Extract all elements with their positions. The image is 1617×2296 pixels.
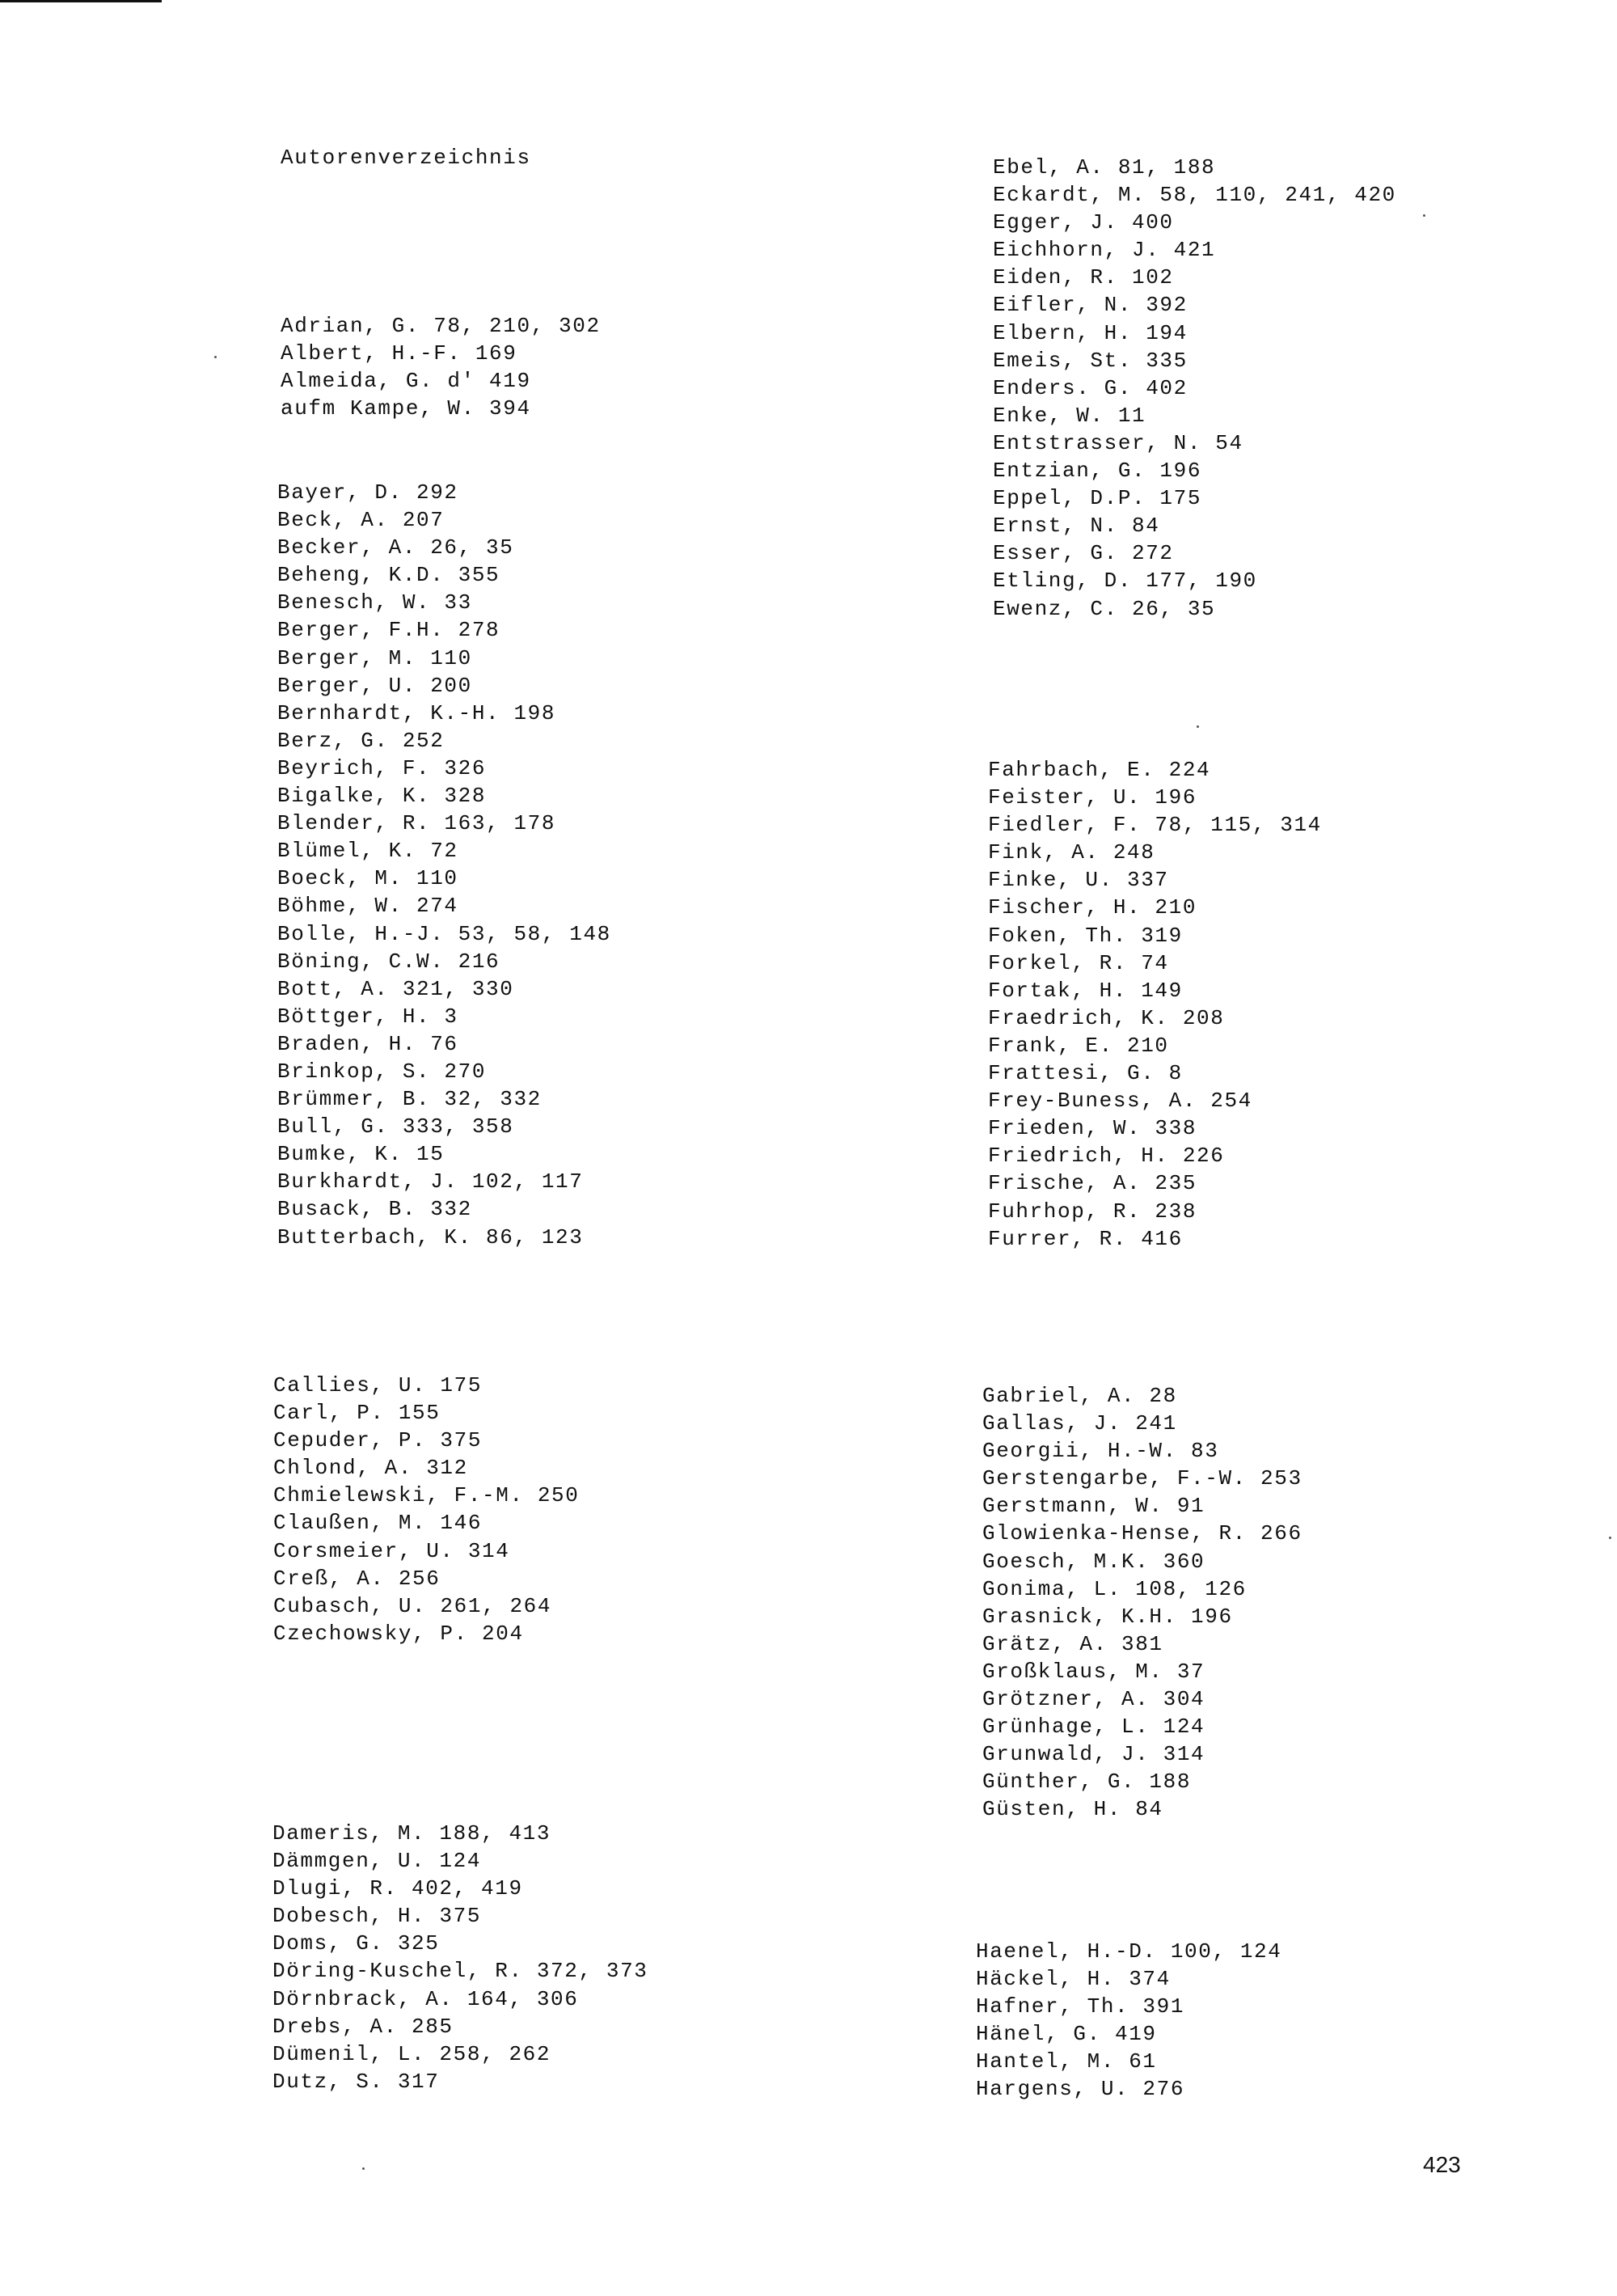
index-entry: Ewenz, C. 26, 35 (993, 596, 1216, 621)
index-entry: Dutz, S. 317 (272, 2069, 440, 2094)
index-entry: Gerstengarbe, F.-W. 253 (982, 1466, 1302, 1491)
index-entry: Böning, C.W. 216 (277, 949, 500, 974)
index-entry: Chmielewski, F.-M. 250 (273, 1483, 580, 1508)
index-entry: Bernhardt, K.-H. 198 (277, 700, 556, 725)
index-entry: Grünhage, L. 124 (982, 1715, 1205, 1740)
index-entry: Frank, E. 210 (988, 1033, 1169, 1058)
author-group-a (281, 312, 601, 422)
index-entry: Gerstmann, W. 91 (982, 1494, 1205, 1519)
index-entry: Bull, G. 333, 358 (277, 1114, 514, 1140)
index-entry: Boeck, M. 110 (277, 866, 458, 891)
index-entry: Grötzner, A. 304 (982, 1687, 1205, 1712)
index-entry: Fuhrhop, R. 238 (988, 1199, 1197, 1224)
index-entry: Eifler, N. 392 (993, 293, 1188, 318)
index-entry: Hafner, Th. 391 (976, 1994, 1185, 2019)
index-entry: Claußen, M. 146 (273, 1511, 483, 1536)
index-entry: Doms, G. 325 (272, 1931, 440, 1956)
index-entry: Bayer, D. 292 (277, 480, 458, 505)
index-entry: Cepuder, P. 375 (273, 1428, 483, 1453)
index-entry: Dämmgen, U. 124 (272, 1849, 482, 1874)
scan-speck (1609, 1537, 1611, 1539)
index-entry: Dümenil, L. 258, 262 (272, 2041, 551, 2066)
index-entry: Berger, U. 200 (277, 673, 472, 698)
index-entry: Gonima, L. 108, 126 (982, 1576, 1247, 1601)
index-entry: Beyrich, F. 326 (277, 755, 487, 780)
index-entry: Butterbach, K. 86, 123 (277, 1224, 584, 1249)
index-entry: Gabriel, A. 28 (982, 1384, 1177, 1408)
author-group-d (272, 1820, 648, 2095)
index-entry: Häckel, H. 374 (976, 1967, 1171, 1992)
index-entry: Chlond, A. 312 (273, 1456, 468, 1481)
index-entry: Dlugi, R. 402, 419 (272, 1876, 523, 1901)
index-entry: Frattesi, G. 8 (988, 1061, 1183, 1086)
index-entry: Carl, P. 155 (273, 1401, 441, 1426)
index-entry: Fahrbach, E. 224 (988, 758, 1211, 782)
author-group-h (976, 1938, 1281, 2104)
index-entry: Eppel, D.P. 175 (993, 486, 1202, 511)
index-entry: Enders. G. 402 (993, 375, 1188, 400)
index-entry: Bumke, K. 15 (277, 1142, 445, 1167)
index-entry: Grasnick, K.H. 196 (982, 1604, 1233, 1629)
index-entry: Berger, F.H. 278 (277, 618, 500, 643)
author-group-c (273, 1372, 579, 1647)
index-entry: Günther, G. 188 (982, 1770, 1192, 1795)
index-entry: Frieden, W. 338 (988, 1116, 1197, 1141)
index-entry: Großklaus, M. 37 (982, 1659, 1205, 1684)
index-entry: Goesch, M.K. 360 (982, 1549, 1205, 1574)
index-entry: Döring-Kuschel, R. 372, 373 (272, 1959, 648, 1984)
index-entry: aufm Kampe, W. 394 (281, 396, 531, 421)
index-entry: Beck, A. 207 (277, 508, 445, 533)
index-entry: Fraedrich, K. 208 (988, 1005, 1225, 1030)
index-entry: Forkel, R. 74 (988, 950, 1169, 975)
index-entry: Adrian, G. 78, 210, 302 (281, 314, 601, 338)
index-entry: Cubasch, U. 261, 264 (273, 1593, 552, 1618)
index-entry: Grunwald, J. 314 (982, 1742, 1205, 1767)
index-entry: Emeis, St. 335 (993, 348, 1188, 373)
index-entry: Bolle, H.-J. 53, 58, 148 (277, 921, 611, 946)
index-entry: Esser, G. 272 (993, 541, 1174, 566)
index-entry: Etling, D. 177, 190 (993, 569, 1257, 594)
index-entry: Brümmer, B. 32, 332 (277, 1087, 542, 1112)
index-entry: Busack, B. 332 (277, 1197, 472, 1222)
index-entry: Egger, J. 400 (993, 210, 1174, 235)
index-entry: Eckardt, M. 58, 110, 241, 420 (993, 183, 1396, 208)
index-entry: Dörnbrack, A. 164, 306 (272, 1986, 579, 2011)
index-entry: Beheng, K.D. 355 (277, 563, 500, 588)
index-entry: Böhme, W. 274 (277, 894, 458, 919)
index-entry: Entzian, G. 196 (993, 459, 1202, 484)
index-entry: Bigalke, K. 328 (277, 784, 487, 809)
page-number: 423 (1423, 2152, 1461, 2177)
index-entry: Hänel, G. 419 (976, 2022, 1157, 2047)
index-entry: Bott, A. 321, 330 (277, 976, 514, 1001)
index-entry: Callies, U. 175 (273, 1373, 483, 1397)
index-entry: Blender, R. 163, 178 (277, 811, 556, 836)
index-entry: Furrer, R. 416 (988, 1226, 1183, 1251)
index-entry: Blümel, K. 72 (277, 839, 458, 864)
index-entry: Berger, M. 110 (277, 645, 472, 670)
index-entry: Benesch, W. 33 (277, 590, 472, 615)
index-entry: Creß, A. 256 (273, 1566, 441, 1591)
author-group-g (982, 1382, 1302, 1824)
index-entry: Grätz, A. 381 (982, 1631, 1163, 1656)
index-entry: Eiden, R. 102 (993, 265, 1174, 290)
author-group-e (993, 154, 1396, 623)
index-entry: Ebel, A. 81, 188 (993, 155, 1216, 180)
page-title: Autorenverzeichnis (281, 146, 531, 170)
index-entry: Burkhardt, J. 102, 117 (277, 1169, 584, 1195)
index-entry: Entstrasser, N. 54 (993, 430, 1243, 455)
index-entry: Gallas, J. 241 (982, 1411, 1177, 1436)
index-entry: Haenel, H.-D. 100, 124 (976, 1939, 1282, 1964)
index-entry: Albert, H.-F. 169 (281, 341, 517, 366)
index-entry: Brinkop, S. 270 (277, 1059, 487, 1084)
index-entry: Dobesch, H. 375 (272, 1904, 482, 1929)
index-entry: Dameris, M. 188, 413 (272, 1821, 551, 1846)
index-entry: Fink, A. 248 (988, 840, 1155, 865)
index-entry: Frey-Buness, A. 254 (988, 1089, 1252, 1114)
index-entry: Fiedler, F. 78, 115, 314 (988, 813, 1322, 838)
author-group-f (988, 756, 1322, 1253)
index-entry: Glowienka-Hense, R. 266 (982, 1521, 1302, 1546)
index-entry: Elbern, H. 194 (993, 320, 1188, 345)
index-entry: Berz, G. 252 (277, 728, 445, 753)
index-entry: Almeida, G. d' 419 (281, 369, 531, 394)
scan-speck (1197, 725, 1199, 728)
index-entry: Corsmeier, U. 314 (273, 1538, 510, 1563)
index-entry: Güsten, H. 84 (982, 1797, 1163, 1822)
scan-speck (1423, 214, 1425, 217)
index-entry: Hantel, M. 61 (976, 2049, 1157, 2074)
index-entry: Friedrich, H. 226 (988, 1144, 1225, 1169)
index-entry: Hargens, U. 276 (976, 2077, 1185, 2102)
scan-speck (362, 2167, 365, 2170)
scan-speck (214, 356, 217, 358)
index-entry: Braden, H. 76 (277, 1031, 458, 1056)
index-entry: Eichhorn, J. 421 (993, 238, 1216, 263)
index-entry: Georgii, H.-W. 83 (982, 1439, 1219, 1464)
index-entry: Foken, Th. 319 (988, 923, 1183, 948)
index-entry: Becker, A. 26, 35 (277, 535, 514, 560)
index-entry: Enke, W. 11 (993, 403, 1146, 428)
top-rule (0, 0, 162, 2)
index-entry: Drebs, A. 285 (272, 2014, 454, 2039)
author-group-b (277, 479, 611, 1251)
index-entry: Frische, A. 235 (988, 1171, 1197, 1196)
index-entry: Fischer, H. 210 (988, 895, 1197, 920)
index-entry: Feister, U. 196 (988, 785, 1197, 810)
index-entry: Finke, U. 337 (988, 868, 1169, 893)
index-entry: Ernst, N. 84 (993, 514, 1160, 539)
index-entry: Fortak, H. 149 (988, 978, 1183, 1003)
index-entry: Czechowsky, P. 204 (273, 1621, 524, 1646)
index-entry: Böttger, H. 3 (277, 1004, 458, 1029)
